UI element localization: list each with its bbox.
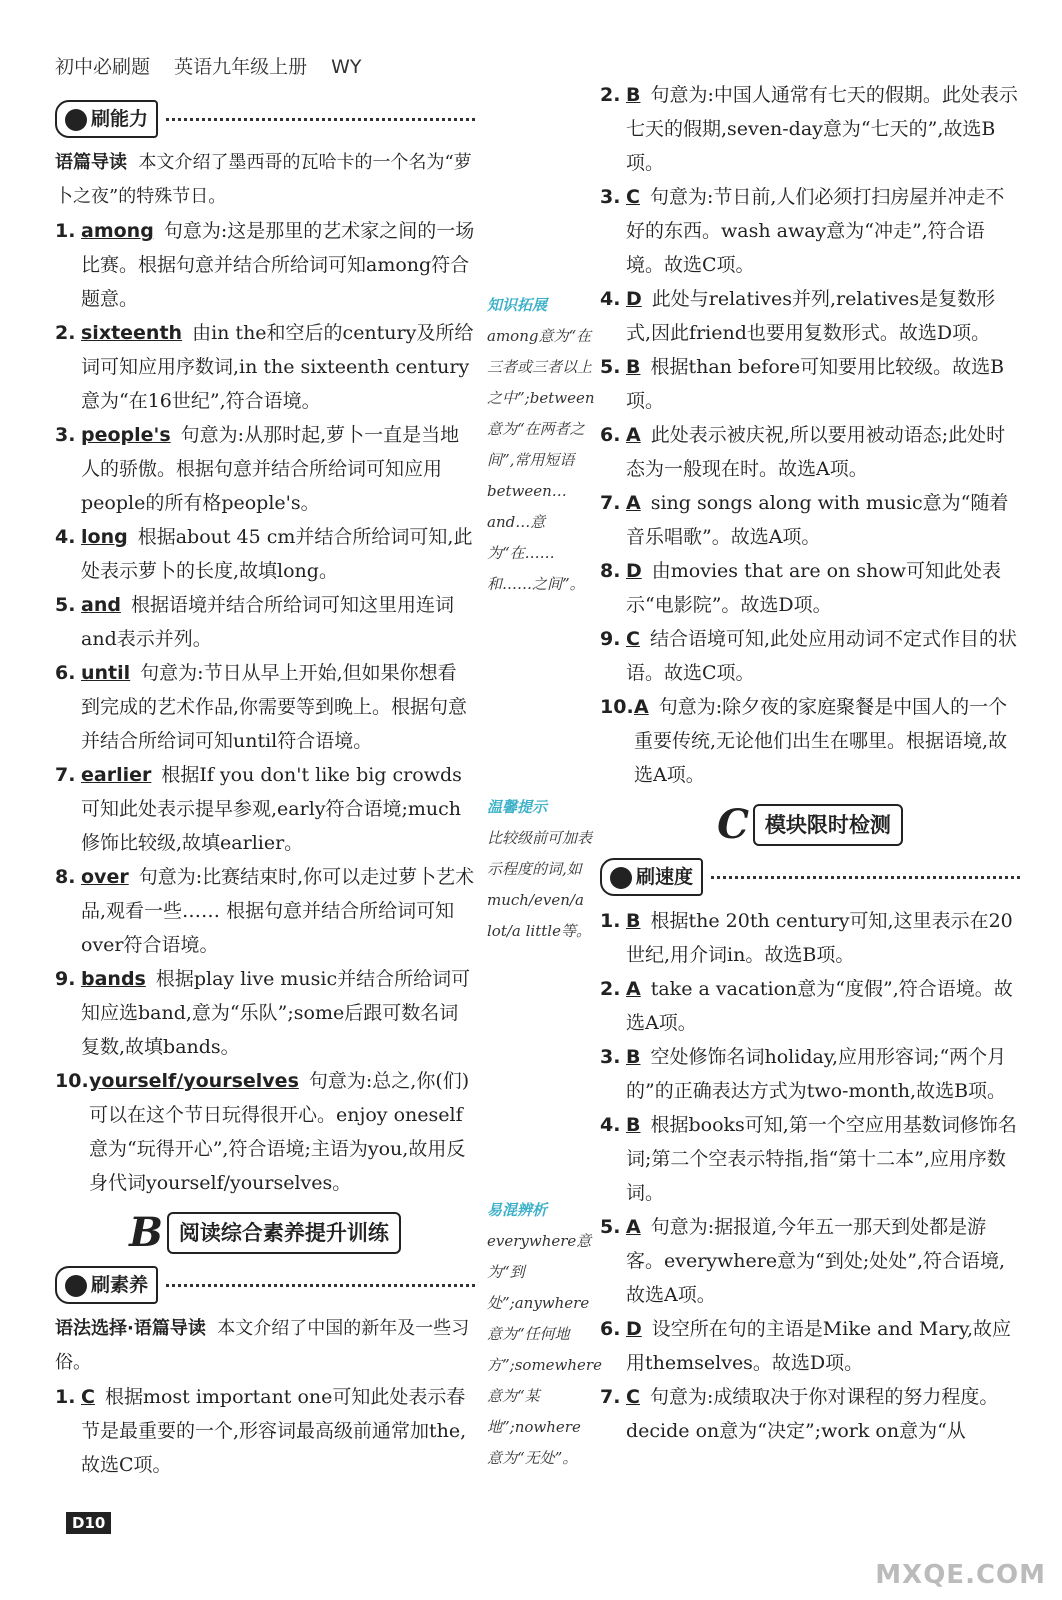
item-explanation: 句意为:比赛结束时,你可以走过萝卜艺术品,观看一些…… 根据句意并结合所给词可知over符合语境。 <box>81 866 475 956</box>
item-answer: B <box>626 910 641 932</box>
note-text: among意为“在三者或三者以上之中”;between意为“在两者之间”,常用短语between…and…意为“在……和……之间”。 <box>487 327 595 593</box>
answer-item <box>600 180 1020 282</box>
item-answer: among <box>81 220 154 242</box>
item-explanation: 句意为:中国人通常有七天的假期。此处表示七天的假期,seven-day意为“七天的”,故选B项。 <box>626 84 1018 174</box>
item-explanation: 句意为:从那时起,萝卜一直是当地人的骄傲。根据句意并结合所给词可知应用people的所有格people's。 <box>81 424 460 514</box>
item-number: 4. <box>55 526 76 548</box>
answer-item <box>600 1312 1020 1380</box>
answer-item <box>600 1108 1020 1210</box>
left-column <box>55 90 475 1482</box>
item-number: 1. <box>600 910 621 932</box>
item-number: 2. <box>600 84 621 106</box>
answer-list <box>55 1380 475 1482</box>
item-answer: people's <box>81 424 171 446</box>
answer-item <box>600 418 1020 486</box>
item-answer: earlier <box>81 764 152 786</box>
dotted-rule <box>711 876 1020 879</box>
item-explanation: 句意为:据报道,今年五一那天到处都是游客。everywhere意为“到处;处处”,符合语境,故选A项。 <box>626 1216 1006 1306</box>
sidebar-note <box>487 1195 602 1474</box>
item-number: 9. <box>55 968 76 990</box>
answer-item <box>600 972 1020 1040</box>
answer-item <box>600 554 1020 622</box>
item-number: 7. <box>600 1386 621 1408</box>
answer-item <box>55 1380 475 1482</box>
item-number: 4. <box>600 1114 621 1136</box>
item-explanation: 结合语境可知,此处应用动词不定式作目的状语。故选C项。 <box>626 628 1017 684</box>
answer-item <box>55 656 475 758</box>
item-answer: long <box>81 526 128 548</box>
item-number: 1. <box>55 220 76 242</box>
item-answer: sixteenth <box>81 322 183 344</box>
item-explanation: 句意为:除夕夜的家庭聚餐是中国人的一个重要传统,无论他们出生在哪里。根据语境,故选A项。 <box>634 696 1008 786</box>
item-number: 9. <box>600 628 621 650</box>
item-explanation: 设空所在句的主语是Mike and Mary,故应用themselves。故选D项。 <box>626 1318 1011 1374</box>
section-b-heading <box>55 1209 475 1256</box>
item-number: 10. <box>55 1070 89 1092</box>
item-explanation: 句意为:成绩取决于你对课程的努力程度。decide on意为“决定”;work on意为“从 <box>626 1386 999 1442</box>
answer-item <box>55 758 475 860</box>
item-number: 10. <box>600 696 634 718</box>
item-explanation: 句意为:这是那里的艺术家之间的一场比赛。根据句意并结合所给词可知among符合题意。 <box>81 220 475 310</box>
answer-item <box>600 282 1020 350</box>
reading-guide <box>55 1312 475 1380</box>
item-answer: A <box>626 1216 641 1238</box>
answer-item <box>55 418 475 520</box>
item-number: 7. <box>55 764 76 786</box>
item-explanation: 根据most important one可知此处表示春节是最重要的一个,形容词最高级前通常加the,故选C项。 <box>81 1386 467 1476</box>
item-answer: B <box>626 1114 641 1136</box>
answer-item <box>600 78 1020 180</box>
item-number: 3. <box>600 1046 621 1068</box>
item-answer: over <box>81 866 129 888</box>
answer-item <box>55 1064 475 1200</box>
section-title: 阅读综合素养提升训练 <box>167 1212 401 1254</box>
item-explanation: 句意为:节日从早上开始,但如果你想看到完成的艺术作品,你需要等到晚上。根据句意并结合所给词可知until符合语境。 <box>81 662 468 752</box>
item-explanation: sing songs along with music意为“随着音乐唱歌”。故选A项。 <box>626 492 1009 548</box>
lead-label: 语法选择·语篇导读 <box>55 1318 206 1339</box>
reading-guide <box>55 146 475 214</box>
item-answer: C <box>81 1386 95 1408</box>
item-explanation: 此处与relatives并列,relatives是复数形式,因此friend也要用复数形式。故选D项。 <box>626 288 996 344</box>
answer-item <box>600 1210 1020 1312</box>
item-number: 8. <box>55 866 76 888</box>
item-answer: B <box>626 1046 641 1068</box>
section-badge: 刷能力 <box>55 100 158 138</box>
answer-item <box>55 860 475 962</box>
section-letter: C <box>717 801 749 848</box>
item-answer: A <box>626 492 641 514</box>
item-number: 1. <box>55 1386 76 1408</box>
item-answer: and <box>81 594 121 616</box>
edition: WY <box>331 56 362 78</box>
lead-text: 本文介绍了中国的新年及一些习俗。 <box>55 1318 470 1373</box>
answer-item <box>55 214 475 316</box>
item-answer: A <box>626 424 641 446</box>
answer-item <box>55 962 475 1064</box>
item-answer: yourself/yourselves <box>89 1070 299 1092</box>
item-explanation: 空处修饰名词holiday,应用形容词;“两个月的”的正确表达方式为two-month,故选B项。 <box>626 1046 1007 1102</box>
item-explanation: 由movies that are on show可知此处表示“电影院”。故选D项。 <box>626 560 1002 616</box>
subject-title: 英语九年级上册 <box>174 56 308 78</box>
page-number: D10 <box>66 1512 111 1534</box>
item-explanation: take a vacation意为“度假”,符合语境。故选A项。 <box>626 978 1013 1034</box>
book-title: 初中必刷题 <box>55 56 151 78</box>
answer-item <box>600 904 1020 972</box>
brush-icon <box>65 1275 87 1297</box>
item-answer: C <box>626 628 640 650</box>
section-heading <box>600 858 1020 896</box>
note-title: 温馨提示 <box>487 798 548 816</box>
item-answer: C <box>626 1386 640 1408</box>
note-title: 易混辨析 <box>487 1201 548 1219</box>
section-badge: 刷素养 <box>55 1266 158 1304</box>
item-number: 5. <box>600 356 621 378</box>
section-letter: B <box>129 1209 163 1256</box>
item-explanation: 根据语境并结合所给词可知这里用连词and表示并列。 <box>81 594 454 650</box>
answer-list <box>600 78 1020 792</box>
lead-text: 本文介绍了墨西哥的瓦哈卡的一个名为“萝卜之夜”的特殊节日。 <box>55 152 472 207</box>
note-title: 知识拓展 <box>487 296 548 314</box>
running-header <box>55 52 380 79</box>
item-explanation: 根据books可知,第一个空应用基数词修饰名词;第二个空表示特指,指“第十二本”,应用序数词。 <box>626 1114 1017 1204</box>
section-c-heading <box>600 801 1020 848</box>
item-explanation: 句意为:节日前,人们必须打扫房屋并冲走不好的东西。wash away意为“冲走”,符合语境。故选C项。 <box>626 186 1005 276</box>
item-answer: D <box>626 560 642 582</box>
item-number: 4. <box>600 288 621 310</box>
dotted-rule <box>166 1284 475 1287</box>
item-number: 6. <box>600 424 621 446</box>
item-number: 3. <box>55 424 76 446</box>
item-answer: bands <box>81 968 146 990</box>
note-text: 比较级前可加表示程度的词,如much/even/a lot/a little等。 <box>487 829 593 940</box>
item-explanation: 句意为:总之,你(们)可以在这个节日玩得很开心。enjoy oneself意为“玩得开心”,符合语境;主语为you,故用反身代词yourself/yourselves。 <box>89 1070 470 1194</box>
item-explanation: 根据than before可知要用比较级。故选B项。 <box>626 356 1005 412</box>
item-answer: until <box>81 662 131 684</box>
dotted-rule <box>166 118 475 121</box>
item-explanation: 根据the 20th century可知,这里表示在20世纪,用介词in。故选B项。 <box>626 910 1013 966</box>
section-badge: 刷速度 <box>600 858 703 896</box>
brush-icon <box>65 109 87 131</box>
item-explanation: 根据play live music并结合所给词可知应选band,意为“乐队”;some后跟可数名词复数,故填bands。 <box>81 968 471 1058</box>
item-number: 2. <box>55 322 76 344</box>
section-heading <box>55 1266 475 1304</box>
item-number: 2. <box>600 978 621 1000</box>
sidebar-note <box>487 290 595 600</box>
answer-item <box>55 520 475 588</box>
section-title: 模块限时检测 <box>753 804 903 846</box>
answer-item <box>600 1040 1020 1108</box>
answer-item <box>55 588 475 656</box>
section-heading <box>55 100 475 138</box>
answer-item <box>600 690 1020 792</box>
item-number: 5. <box>55 594 76 616</box>
answer-item <box>600 486 1020 554</box>
item-answer: D <box>626 288 642 310</box>
right-column <box>600 78 1020 1448</box>
answer-list <box>600 904 1020 1448</box>
answer-list <box>55 214 475 1200</box>
item-answer: C <box>626 186 640 208</box>
item-explanation: 由in the和空后的century及所给词可知应用序数词,in the sixteenth century意为“在16世纪”,符合语境。 <box>81 322 474 412</box>
answer-item <box>600 350 1020 418</box>
item-number: 3. <box>600 186 621 208</box>
item-answer: B <box>626 84 641 106</box>
item-number: 5. <box>600 1216 621 1238</box>
answer-item <box>55 316 475 418</box>
item-answer: A <box>626 978 641 1000</box>
sidebar-note <box>487 792 595 947</box>
note-text: everywhere意为“到处”;anywhere意为“任何地方”;somewhere意为“某地”;nowhere意为“无处”。 <box>487 1232 602 1467</box>
watermark: MXQE.COM <box>875 1560 1046 1590</box>
lead-label: 语篇导读 <box>55 152 127 173</box>
item-number: 6. <box>600 1318 621 1340</box>
item-explanation: 根据If you don't like big crowds可知此处表示提早参观,early符合语境;much修饰比较级,故填earlier。 <box>81 764 462 854</box>
item-answer: D <box>626 1318 642 1340</box>
item-explanation: 根据about 45 cm并结合所给词可知,此处表示萝卜的长度,故填long。 <box>81 526 473 582</box>
item-explanation: 此处表示被庆祝,所以要用被动语态;此处时态为一般现在时。故选A项。 <box>626 424 1006 480</box>
item-answer: B <box>626 356 641 378</box>
answer-item <box>600 622 1020 690</box>
item-number: 6. <box>55 662 76 684</box>
answer-item <box>600 1380 1020 1448</box>
item-answer: A <box>634 696 649 718</box>
item-number: 7. <box>600 492 621 514</box>
brush-icon <box>610 867 632 889</box>
item-number: 8. <box>600 560 621 582</box>
